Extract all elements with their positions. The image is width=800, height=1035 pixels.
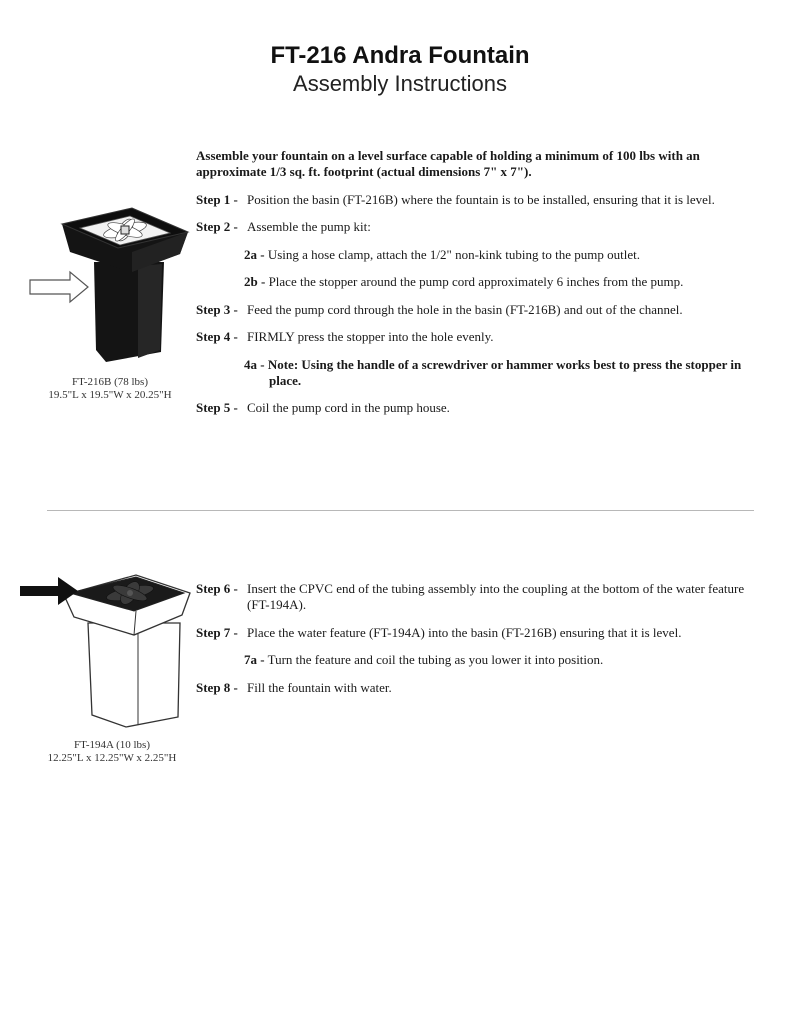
step-text: FIRMLY press the stopper into the hole evenly. [247, 329, 494, 344]
substep-text: Place the stopper around the pump cord approximately 6 inches from the pump. [268, 274, 684, 289]
step-7 [196, 625, 766, 641]
step-5 [196, 400, 766, 416]
water-feature-caption-dimensions: 12.25"L x 12.25"W x 2.25"H [47, 752, 177, 764]
water-feature-illustration [18, 565, 198, 730]
water-feature-caption [22, 739, 202, 765]
step-text: Position the basin (FT-216B) where the fountain is to be installed, ensuring that it is level. [247, 192, 715, 207]
step-6 [196, 581, 766, 613]
step-1 [196, 192, 766, 208]
step-text: Place the water feature (FT-194A) into the basin (FT-216B) ensuring that it is level. [247, 625, 682, 640]
step-label: Step 1 - [196, 192, 238, 207]
step-label: Step 3 - [196, 302, 238, 317]
step-text: Coil the pump cord in the pump house. [247, 400, 450, 415]
step-4 [196, 329, 766, 345]
substep-label: 7a - [244, 652, 265, 667]
fountain-basin-illustration [28, 200, 198, 365]
page-subtitle: Assembly Instructions [293, 71, 507, 96]
step-2 [196, 219, 766, 235]
intro-note: Assemble your fountain on a level surface capable of holding a minimum of 100 lbs with an approximate 1/3 sq. ft. footprint (actual dimensions 7" x 7"). [196, 148, 700, 179]
step-2b [244, 274, 764, 290]
step-label: Step 2 - [196, 219, 238, 234]
basin-caption-dimensions: 19.5"L x 19.5"W x 20.25"H [48, 389, 172, 401]
section-divider [47, 510, 754, 511]
substep-label: 2a - [244, 247, 265, 262]
step-text: Fill the fountain with water. [247, 680, 392, 695]
step-text: Assemble the pump kit: [247, 219, 371, 234]
water-feature-caption-name: FT-194A (10 lbs) [74, 739, 150, 751]
outline-arrow-icon [30, 272, 88, 302]
basin-caption [20, 376, 200, 402]
step-8 [196, 680, 766, 696]
basin-caption-name: FT-216B (78 lbs) [72, 376, 148, 388]
step-7a [244, 652, 764, 668]
step-label: Step 8 - [196, 680, 238, 695]
substep-text: Turn the feature and coil the tubing as you lower it into position. [267, 652, 604, 667]
substep-label: 4a - [244, 357, 265, 372]
step-label: Step 7 - [196, 625, 238, 640]
substep-text: Using a hose clamp, attach the 1/2" non-kink tubing to the pump outlet. [267, 247, 640, 262]
step-label: Step 6 - [196, 581, 238, 596]
step-label: Step 5 - [196, 400, 238, 415]
page-title: FT-216 Andra Fountain [270, 42, 530, 69]
step-text: Insert the CPVC end of the tubing assembly into the coupling at the bottom of the water feature (FT-194A). [247, 581, 745, 612]
step-3 [196, 302, 766, 318]
step-text: Feed the pump cord through the hole in the basin (FT-216B) and out of the channel. [247, 302, 683, 317]
step-label: Step 4 - [196, 329, 238, 344]
step-2a [244, 247, 764, 263]
substep-text: Note: Using the handle of a screwdriver or hammer works best to press the stopper in place. [267, 357, 742, 388]
step-4a [244, 357, 774, 389]
substep-label: 2b - [244, 274, 266, 289]
